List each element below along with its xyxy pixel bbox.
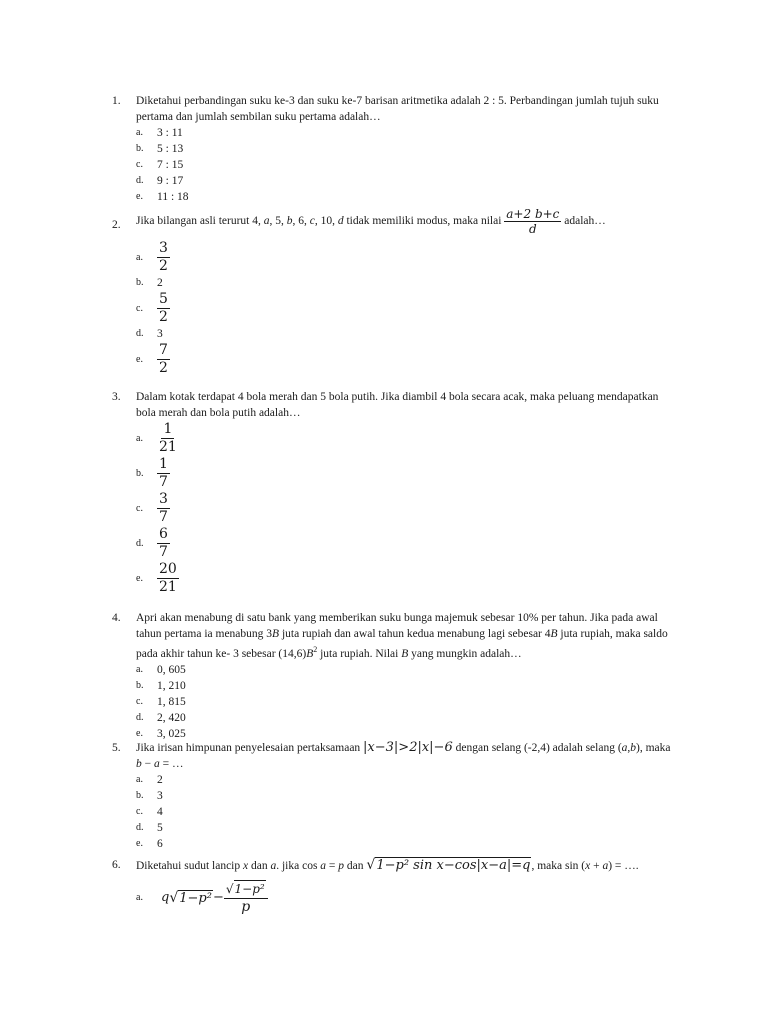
question-number: 4.: [112, 612, 121, 624]
option-e: e. $\frac{7}{2}$: [136, 342, 168, 376]
question-5: [112, 740, 672, 852]
question-text: Apri akan menabung di satu bank yang memberikan suku bunga majemuk sebesar 10% per tahun. Jika pada awal tahun pertama ia menabung 3B juta rupiah dan awal tahun kedua menabung lagi sebesar 4B juta rupiah, maka saldo pada akhir tahun ke- 3 sebesar $(14,6)B^2$ juta rupiah. Nilai B yang mungkin adalah…: [136, 612, 668, 660]
question-2: [112, 207, 672, 377]
option-d: d. 9 : 17: [136, 175, 184, 187]
option-e: e. 6: [136, 838, 163, 850]
option-d: d. 3: [136, 328, 163, 340]
option-a: a. $\frac{1}{21}$: [136, 421, 177, 455]
option-b: b. $\frac{1}{7}$: [136, 456, 168, 490]
radical-expression: 1−p² sin x−cos|x−a|=q: [376, 858, 531, 873]
option-d: d. 2, 420: [136, 711, 186, 724]
option-a: a. 0, 605: [136, 663, 186, 676]
question-text: Diketahui sudut lancip x dan a. jika cos a = p dan √1−p² sin x−cos|x−a|=q, maka sin (x + a) = ….: [136, 857, 639, 873]
option-e: e. 3, 025: [136, 727, 186, 740]
option-c: c. $\frac{3}{7}$: [136, 491, 168, 525]
question-text: Diketahui perbandingan suku ke-3 dan suku ke-7 barisan aritmetika adalah 2 : 5. Perbandingan jumlah tujuh suku pertama dan jumlah sembilan suku pertama adalah…: [136, 95, 659, 123]
question-number: 3.: [112, 391, 121, 403]
option-a: a. q √ 1−p² − $\frac{\text{√1−p²}}{p}$: [136, 880, 672, 916]
question-4: [112, 610, 672, 742]
option-d: d. $\frac{6}{7}$: [136, 526, 168, 560]
option-fraction: $\frac{\text{√1−p²}}{p}$: [224, 880, 268, 916]
option-b: b. 3: [136, 790, 163, 802]
expression-fraction: $\frac{a+2 b+c}{d}$: [506, 207, 560, 236]
question-number: 6.: [112, 859, 121, 871]
question-number: 1.: [112, 95, 121, 107]
question-3: [112, 389, 672, 596]
question-number: 5.: [112, 742, 121, 754]
question-text: Dalam kotak terdapat 4 bola merah dan 5 bola putih. Jika diambil 4 bola secara acak, maka peluang mendapatkan bola merah dan bola putih adalah…: [136, 391, 659, 419]
question-6: [112, 857, 672, 916]
option-c: c. 1, 815: [136, 695, 186, 708]
option-c: c. 7 : 15: [136, 159, 184, 171]
question-1: [112, 93, 672, 205]
option-b: b. 5 : 13: [136, 143, 184, 155]
option-b: b. 2: [136, 277, 163, 289]
question-number: 2.: [112, 219, 121, 231]
option-e: e. 11 : 18: [136, 191, 189, 203]
question-text: Jika irisan himpunan penyelesaian pertaksamaan |x−3|>2|x|−6 dengan selang (-2,4) adalah selang (a,b), maka b − a = …: [136, 740, 671, 770]
option-c: c. $\frac{5}{2}$: [136, 291, 168, 325]
option-b: b. 1, 210: [136, 679, 186, 692]
option-a: a. $\frac{3}{2}$: [136, 240, 168, 274]
option-c: c. 4: [136, 806, 163, 818]
option-d: d. 5: [136, 822, 163, 834]
question-text: Jika bilangan asli terurut 4, a, 5, b, 6, c, 10, d tidak memiliki modus, maka nilai $\frac{a+2 b+c}{d}$ adalah…: [136, 207, 606, 236]
option-e: e. $\frac{20}{21}$: [136, 561, 177, 595]
option-a: a. 2: [136, 774, 163, 786]
inequality: |x−3|>2|x|−6: [363, 740, 453, 755]
option-a: a. 3 : 11: [136, 127, 183, 139]
